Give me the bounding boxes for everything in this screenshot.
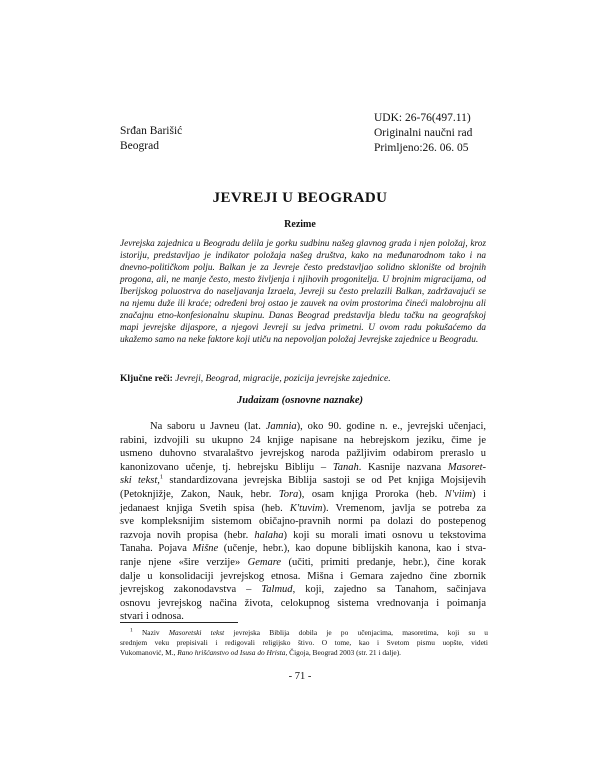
body-line xyxy=(120,570,486,584)
body-line xyxy=(120,447,486,461)
text-run: jedanaest knjiga Svetih spisa (heb. xyxy=(120,502,290,514)
footnote xyxy=(120,628,488,659)
text-run: ), oko 90. godine n. e., jevrejski učenjaci, xyxy=(296,421,486,432)
text-run: Na saboru u Javneu (lat. xyxy=(150,421,266,432)
text-run: dalje u konsolidaciji jevrejskog etnosa. Mišna i Gemara zajedno čine zbornik xyxy=(120,570,486,582)
body-line xyxy=(120,434,486,448)
page-number: - 71 - xyxy=(288,671,312,682)
italic-term: K'tuvim xyxy=(289,502,323,514)
keywords xyxy=(120,373,490,385)
paper-type: Originalni naučni rad xyxy=(374,127,473,139)
italic-term: Mišne xyxy=(192,543,219,555)
italic-term: halaha xyxy=(254,529,284,541)
text-run: , Čigoja, Beograd 2003 (str. 21 i dalje). xyxy=(285,648,402,658)
text-run: , koji, zajedno sa Tanahom, sačinjava xyxy=(292,584,486,596)
text-run: ) i xyxy=(472,488,487,500)
text-run: kanonizovano učenje, tj. hebrejsku Bibliju – xyxy=(120,461,333,473)
body-line xyxy=(120,556,486,570)
abstract-text: Jevrejska zajednica u Beogradu delila je gorku sudbinu našeg glavnog grada i njen položaj, kroz istoriju, predstavljao je indikator položaja našeg društva, kako na međunarodnom tako i na dnevno-političkom polju. Balkan je za Jevreje često predstavljao solidno sklonište od brojnih progona, ali, ne manje često, mesto življenja i njihovih progonitelja. U brojnim migracijama, od Iberijskog poluostrva do naseljavanja Izraela, Jevreji su često prelazili Balkan, zadržavajući se na njemu duže ili kraće; određeni broj ostao je zauvek na ovim prostorima čineći malobrojnu ali značajnu etno-konfesionalnu skupinu. Danas Beograd predstavlja bledu tačku na geografskoj mapi jevrejske dijaspore, a njegovi Jevreji su jedva primetni. U ovom radu pokušaćemo da ukažemo samo na neke faktore koji utiču na nepovoljan položaj Jevrejske zajednice u Beogradu. xyxy=(120,239,486,346)
body-line xyxy=(120,597,486,611)
body-line xyxy=(120,529,486,543)
italic-term: Jamnia xyxy=(265,421,297,432)
text-run: standardizovana jevrejska Biblija sastoji se od Pet knjiga Mojsijevih xyxy=(163,475,486,487)
footnote-line xyxy=(120,648,488,658)
abstract-heading: Rezime xyxy=(284,219,316,230)
footnote-marker: 1 xyxy=(130,627,133,634)
text-run: ) koji su morali imati osnovu u tekstovima xyxy=(283,529,487,541)
author-name: Srđan Barišić xyxy=(120,125,183,137)
publication-meta xyxy=(374,111,472,156)
text-run: sve kompleksnijim sistemom običajno-pravnih normi pa dolazi do postepenog xyxy=(120,516,486,528)
italic-term: Tanah xyxy=(332,461,359,473)
text-run: jevrejskog zakonodavstva – xyxy=(120,584,262,596)
article-title: JEVREJI U BEOGRADU xyxy=(212,190,388,206)
text-run: stvari i odnosa. xyxy=(120,611,184,623)
italic-term: Gemare xyxy=(247,556,282,568)
italic-term: N'viim xyxy=(444,488,473,500)
udk-code: UDK: 26-76(497.11) xyxy=(374,112,471,124)
footnote-line xyxy=(120,638,488,648)
text-run: (učenje, hebr.), kao dopune biblijskih kanona, kao i stva- xyxy=(218,543,486,555)
body-line xyxy=(120,502,486,516)
text-run: usmeno duhovno stvaralaštvo jevrejskog naroda pažljivim odabirom preraslo u xyxy=(120,448,486,460)
body-line xyxy=(120,420,486,434)
text-run: . Kasnije nazvana xyxy=(358,461,448,473)
text-run: jevrejska Biblija dobila je po učenjacima, masoretima, koji su u xyxy=(224,628,488,637)
text-run: osnovu jevrejskog načina života, celokupnog sistema vrednovanja i poimanja xyxy=(120,597,486,609)
body-text xyxy=(120,420,486,624)
keywords-label: Ključne reči: xyxy=(120,374,173,384)
italic-term: ski tekst, xyxy=(120,475,160,487)
text-run: (Petoknjižje, Zakon, Nauk, hebr. xyxy=(120,488,279,500)
keywords-text: Jevreji, Beograd, migracije, pozicija jevrejske zajednice. xyxy=(175,374,391,384)
text-run: Vukomanović, M., xyxy=(120,648,178,658)
text-run: razvoja novih propisa (hebr. xyxy=(120,529,255,541)
footnote-line xyxy=(120,628,488,638)
body-line xyxy=(120,461,486,475)
text-run: ranje njene «šire verzije» xyxy=(120,556,248,568)
text-run: ). Vremenom, javlja se potreba za xyxy=(322,502,486,514)
section-heading: Judaizam (osnovne naznake) xyxy=(236,395,363,406)
body-line xyxy=(120,542,486,556)
italic-term: Rano hrišćanstvo od Isusa do Hrista xyxy=(177,648,286,658)
received-date: Primljeno:26. 06. 05 xyxy=(374,142,469,154)
text-run: Naziv xyxy=(132,628,169,637)
text-run: ), osam knjiga Proroka (heb. xyxy=(298,488,445,500)
footnote-divider xyxy=(120,622,238,623)
footnote-marker: 1 xyxy=(159,473,164,481)
italic-term: Masoret- xyxy=(447,461,486,473)
text-run: Tanaha. Pojava xyxy=(120,543,193,555)
italic-term: Talmud xyxy=(261,584,293,596)
text-run: srednjem veku prepisivali i redigovali religijsko štivo. O tome, kao i Svetom pismu uopšte, videti xyxy=(120,638,488,648)
text-run: rabini, izdvojili su ukupno 24 knjige napisane na hebrejskom jeziku, čime je xyxy=(120,434,486,446)
author-block xyxy=(120,124,182,154)
italic-term: Tora xyxy=(278,488,299,500)
body-line xyxy=(120,583,486,597)
author-city: Beograd xyxy=(120,140,159,152)
italic-term: Masoretski tekst xyxy=(168,628,225,637)
text-run: (učiti, primiti predanje, hebr.), čine korak xyxy=(281,556,486,568)
body-line xyxy=(120,488,486,502)
body-line xyxy=(120,474,486,488)
body-line xyxy=(120,515,486,529)
